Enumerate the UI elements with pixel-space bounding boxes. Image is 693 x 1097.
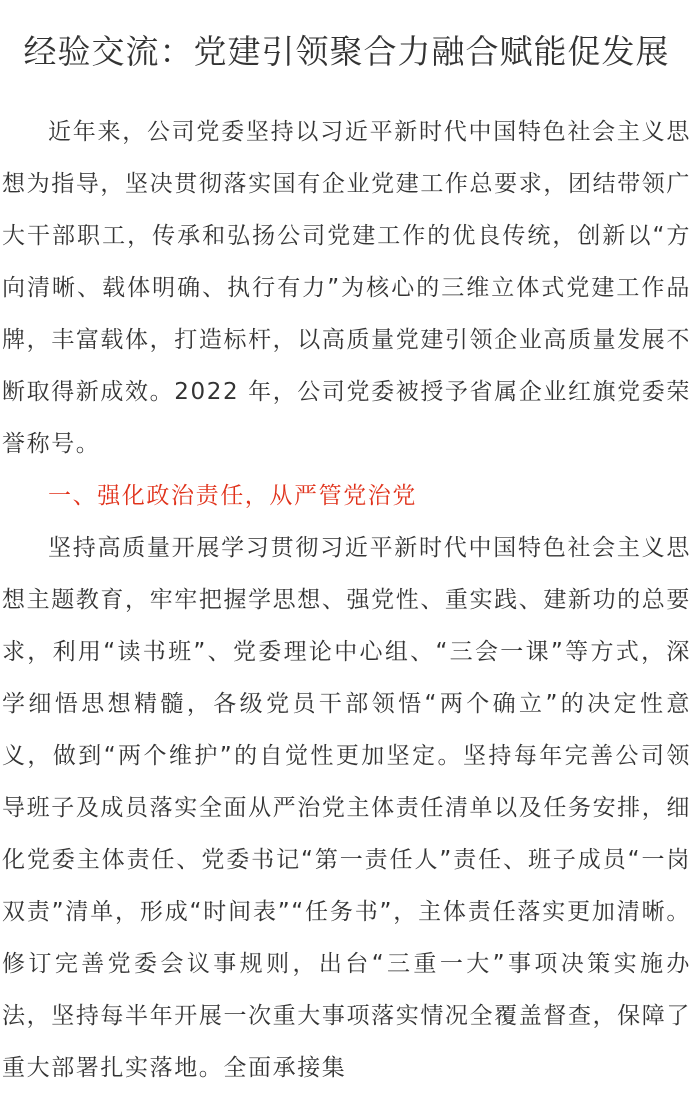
intro-paragraph: 近年来，公司党委坚持以习近平新时代中国特色社会主义思想为指导，坚决贯彻落实国有企业党建工作总要求，团结带领广大干部职工，传承和弘扬公司党建工作的优良传统，创新以“方向清晰、载体明确、执行有力”为核心的三维立体式党建工作品牌，丰富载体，打造标杆，以高质量党建引领企业高质量发展不断取得新成效。2022 年，公司党委被授予省属企业红旗党委荣誉称号。 (2, 119, 691, 457)
article-body (2, 106, 691, 1094)
section-paragraph: 坚持高质量开展学习贯彻习近平新时代中国特色社会主义思想主题教育，牢牢把握学思想、强党性、重实践、建新功的总要求，利用“读书班”、党委理论中心组、“三会一课”等方式，深学细悟思想精髓，各级党员干部领悟“两个确立”的决定性意义，做到“两个维护”的自觉性更加坚定。坚持每年完善公司领导班子及成员落实全面从严治党主体责任清单以及任务安排，细化党委主体责任、党委书记“第一责任人”责任、班子成员“一岗双责”清单，形成“时间表”“任务书”，主体责任落实更加清晰。修订完善党委会议事规则，出台“三重一大”事项决策实施办法，坚持每半年开展一次重大事项落实情况全覆盖督查，保障了重大部署扎实落地。全面承接集 (2, 535, 691, 1081)
section-heading: 一、强化政治责任，从严管党治党 (48, 483, 417, 509)
article-title: 经验交流：党建引领聚合力融合赋能促发展 (23, 32, 670, 71)
